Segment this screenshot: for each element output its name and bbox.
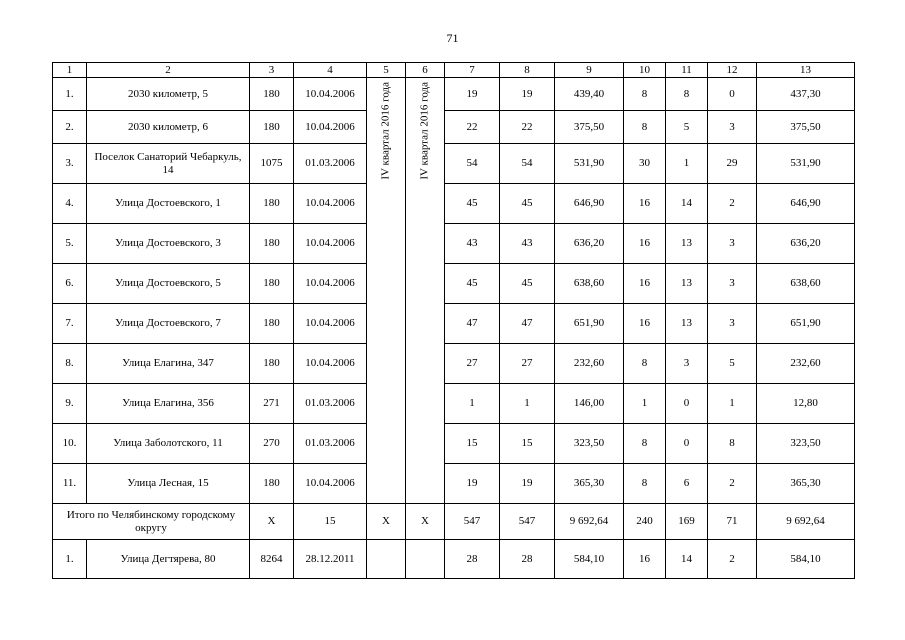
- col10-value: 8: [624, 111, 666, 144]
- total-c12-value: 71: [708, 504, 757, 540]
- col10-value: 8: [624, 78, 666, 111]
- total-c7-value: 547: [445, 504, 500, 540]
- col8-value: 19: [500, 78, 555, 111]
- col12-value: 2: [708, 540, 757, 579]
- total-row: [53, 504, 855, 540]
- address: 2030 километр, 5: [87, 78, 250, 111]
- col9-value: 651,90: [555, 304, 624, 344]
- col11-value: 0: [666, 424, 708, 464]
- column-number: 7: [445, 63, 500, 78]
- table-row: [53, 224, 855, 264]
- column-number: 5: [367, 63, 406, 78]
- table-row: [53, 344, 855, 384]
- col11-value: 5: [666, 111, 708, 144]
- row-number: 9.: [53, 384, 87, 424]
- housing-table: [52, 62, 855, 579]
- col10-value: 16: [624, 224, 666, 264]
- col12-value: 2: [708, 184, 757, 224]
- col7-value: 1: [445, 384, 500, 424]
- total-c3-value: X: [250, 504, 294, 540]
- col13-value: 437,30: [757, 78, 855, 111]
- column-number: 13: [757, 63, 855, 78]
- area-value: 180: [250, 224, 294, 264]
- area-value: 1075: [250, 144, 294, 184]
- col11-value: 13: [666, 304, 708, 344]
- table-row: [53, 384, 855, 424]
- row-number: 4.: [53, 184, 87, 224]
- col11-value: 13: [666, 264, 708, 304]
- column-number: 2: [87, 63, 250, 78]
- row-number: 1.: [53, 540, 87, 579]
- col7-value: 19: [445, 78, 500, 111]
- col8-value: 19: [500, 464, 555, 504]
- table-row: [53, 78, 855, 111]
- column-number: 12: [708, 63, 757, 78]
- col9-value: 531,90: [555, 144, 624, 184]
- area-value: 271: [250, 384, 294, 424]
- address: Улица Достоевского, 3: [87, 224, 250, 264]
- total-c10-value: 240: [624, 504, 666, 540]
- row-number: 8.: [53, 344, 87, 384]
- col7-value: 45: [445, 264, 500, 304]
- table-row: [53, 464, 855, 504]
- col9-value: 646,90: [555, 184, 624, 224]
- date-value: 10.04.2006: [294, 304, 367, 344]
- area-value: 180: [250, 78, 294, 111]
- date-value: 10.04.2006: [294, 224, 367, 264]
- date-value: 10.04.2006: [294, 78, 367, 111]
- table-row: [53, 144, 855, 184]
- date-value: 28.12.2011: [294, 540, 367, 579]
- col9-value: 375,50: [555, 111, 624, 144]
- row-number: 6.: [53, 264, 87, 304]
- col10-value: 30: [624, 144, 666, 184]
- table-row: [53, 184, 855, 224]
- total-c9-value: 9 692,64: [555, 504, 624, 540]
- area-value: 180: [250, 264, 294, 304]
- header-row: [53, 63, 855, 78]
- col12-value: 8: [708, 424, 757, 464]
- col10-value: 8: [624, 464, 666, 504]
- col11-value: 0: [666, 384, 708, 424]
- col7-value: 15: [445, 424, 500, 464]
- col13-value: 323,50: [757, 424, 855, 464]
- area-value: 180: [250, 184, 294, 224]
- col13-value: 12,80: [757, 384, 855, 424]
- col9-value: 232,60: [555, 344, 624, 384]
- col8-value: 15: [500, 424, 555, 464]
- col12-value: 0: [708, 78, 757, 111]
- col10-value: 16: [624, 264, 666, 304]
- col8-value: 43: [500, 224, 555, 264]
- row-number: 10.: [53, 424, 87, 464]
- col8-value: 45: [500, 264, 555, 304]
- col7-value: 45: [445, 184, 500, 224]
- col7-value: 28: [445, 540, 500, 579]
- total-c4-value: 15: [294, 504, 367, 540]
- column-number: 8: [500, 63, 555, 78]
- column-number: 4: [294, 63, 367, 78]
- address: Улица Достоевского, 1: [87, 184, 250, 224]
- col5-value: [367, 540, 406, 579]
- total-c11-value: 169: [666, 504, 708, 540]
- col13-value: 232,60: [757, 344, 855, 384]
- col11-value: 6: [666, 464, 708, 504]
- col7-value: 19: [445, 464, 500, 504]
- col8-value: 45: [500, 184, 555, 224]
- col12-value: 3: [708, 304, 757, 344]
- col13-value: 375,50: [757, 111, 855, 144]
- column-number: 1: [53, 63, 87, 78]
- col8-value: 27: [500, 344, 555, 384]
- total-c8-value: 547: [500, 504, 555, 540]
- col8-value: 28: [500, 540, 555, 579]
- col8-value: 47: [500, 304, 555, 344]
- col11-value: 1: [666, 144, 708, 184]
- col13-value: 646,90: [757, 184, 855, 224]
- area-value: 180: [250, 464, 294, 504]
- table-row: [53, 264, 855, 304]
- date-value: 10.04.2006: [294, 111, 367, 144]
- col12-value: 2: [708, 464, 757, 504]
- date-value: 10.04.2006: [294, 264, 367, 304]
- column-number: 3: [250, 63, 294, 78]
- col11-value: 8: [666, 78, 708, 111]
- col13-value: 638,60: [757, 264, 855, 304]
- quarter-cell-6: [406, 78, 445, 504]
- col12-value: 1: [708, 384, 757, 424]
- col10-value: 1: [624, 384, 666, 424]
- col7-value: 22: [445, 111, 500, 144]
- table-row: [53, 111, 855, 144]
- col9-value: 584,10: [555, 540, 624, 579]
- area-value: 180: [250, 304, 294, 344]
- address: Улица Лесная, 15: [87, 464, 250, 504]
- area-value: 180: [250, 111, 294, 144]
- total-c6-value: X: [406, 504, 445, 540]
- col13-value: 365,30: [757, 464, 855, 504]
- total-label: Итого по Челябинскому городскому округу: [53, 504, 250, 540]
- address: Улица Достоевского, 7: [87, 304, 250, 344]
- date-value: 01.03.2006: [294, 144, 367, 184]
- col7-value: 43: [445, 224, 500, 264]
- total-c13-value: 9 692,64: [757, 504, 855, 540]
- address: Улица Дегтярева, 80: [87, 540, 250, 579]
- col10-value: 16: [624, 540, 666, 579]
- col8-value: 54: [500, 144, 555, 184]
- date-value: 10.04.2006: [294, 184, 367, 224]
- table-row: [53, 424, 855, 464]
- row-number: 7.: [53, 304, 87, 344]
- address: Улица Заболотского, 11: [87, 424, 250, 464]
- col13-value: 651,90: [757, 304, 855, 344]
- col10-value: 16: [624, 184, 666, 224]
- column-number: 9: [555, 63, 624, 78]
- row-number: 5.: [53, 224, 87, 264]
- row-number: 3.: [53, 144, 87, 184]
- col9-value: 365,30: [555, 464, 624, 504]
- area-value: 270: [250, 424, 294, 464]
- col11-value: 14: [666, 540, 708, 579]
- col12-value: 3: [708, 224, 757, 264]
- date-value: 01.03.2006: [294, 384, 367, 424]
- col7-value: 54: [445, 144, 500, 184]
- col8-value: 22: [500, 111, 555, 144]
- date-value: 01.03.2006: [294, 424, 367, 464]
- col10-value: 8: [624, 344, 666, 384]
- col12-value: 3: [708, 264, 757, 304]
- page-number: 71: [446, 31, 459, 45]
- col9-value: 638,60: [555, 264, 624, 304]
- col12-value: 3: [708, 111, 757, 144]
- column-number: 11: [666, 63, 708, 78]
- address: 2030 километр, 6: [87, 111, 250, 144]
- quarter-cell-5: [367, 78, 406, 504]
- address: Поселок Санаторий Чебаркуль, 14: [87, 144, 250, 184]
- col13-value: 531,90: [757, 144, 855, 184]
- col7-value: 27: [445, 344, 500, 384]
- address: Улица Елагина, 356: [87, 384, 250, 424]
- address: Улица Достоевского, 5: [87, 264, 250, 304]
- col13-value: 584,10: [757, 540, 855, 579]
- total-c5-value: X: [367, 504, 406, 540]
- col12-value: 5: [708, 344, 757, 384]
- col9-value: 439,40: [555, 78, 624, 111]
- col12-value: 29: [708, 144, 757, 184]
- date-value: 10.04.2006: [294, 464, 367, 504]
- table-row: [53, 540, 855, 579]
- table-row: [53, 304, 855, 344]
- column-number: 6: [406, 63, 445, 78]
- col11-value: 13: [666, 224, 708, 264]
- col13-value: 636,20: [757, 224, 855, 264]
- quarter-label-6: IV квартал 2016 года: [418, 82, 431, 180]
- row-number: 1.: [53, 78, 87, 111]
- col10-value: 8: [624, 424, 666, 464]
- area-value: 8264: [250, 540, 294, 579]
- row-number: 2.: [53, 111, 87, 144]
- quarter-label-5: IV квартал 2016 года: [379, 82, 392, 180]
- row-number: 11.: [53, 464, 87, 504]
- col9-value: 323,50: [555, 424, 624, 464]
- col8-value: 1: [500, 384, 555, 424]
- date-value: 10.04.2006: [294, 344, 367, 384]
- col10-value: 16: [624, 304, 666, 344]
- col9-value: 146,00: [555, 384, 624, 424]
- col7-value: 47: [445, 304, 500, 344]
- col11-value: 3: [666, 344, 708, 384]
- col6-value: [406, 540, 445, 579]
- col9-value: 636,20: [555, 224, 624, 264]
- area-value: 180: [250, 344, 294, 384]
- address: Улица Елагина, 347: [87, 344, 250, 384]
- column-number: 10: [624, 63, 666, 78]
- col11-value: 14: [666, 184, 708, 224]
